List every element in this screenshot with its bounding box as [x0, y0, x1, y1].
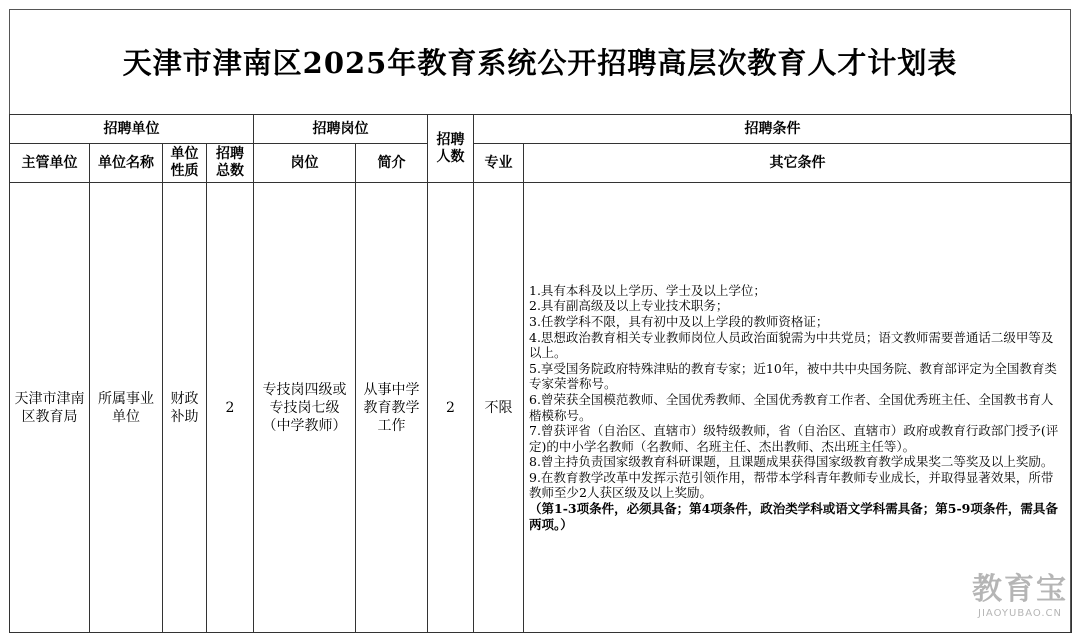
cell-supervisor: 天津市津南区教育局 [10, 183, 90, 633]
group-header-unit: 招聘单位 [10, 115, 254, 144]
condition-item: 7.曾获评省（自治区、直辖市）级特级教师，省（自治区、直辖市）政府或教育行政部门授予(评定)的中小学名教师（名教师、名班主任、杰出教师、杰出班主任等）。 [529, 423, 1059, 454]
cell-unit-nature: 财政补助 [163, 183, 207, 633]
cell-count: 2 [428, 183, 474, 633]
header-row-groups [10, 115, 1072, 144]
conditions-note: （第1-3项条件，必须具备；第4项条件，政治类学科或语文学科需具备；第5-9项条件，需具备两项。） [529, 501, 1058, 532]
cell-major: 不限 [474, 183, 524, 633]
header-total: 招聘总数 [207, 144, 254, 183]
watermark-logo [972, 564, 1068, 619]
condition-item: 5.享受国务院政府特殊津贴的教育专家；近10年，被中共中央国务院、教育部评定为全国教育类专家荣誉称号。 [529, 360, 1057, 392]
header-supervisor: 主管单位 [10, 144, 90, 183]
recruitment-plan-table [9, 114, 1072, 633]
header-unit-name: 单位名称 [90, 144, 163, 183]
cell-intro: 从事中学教育教学工作 [356, 183, 428, 633]
watermark-url: JIAOYUBAO.CN [978, 608, 1062, 619]
header-intro: 简介 [356, 144, 428, 183]
header-other-conditions: 其它条件 [524, 144, 1072, 183]
condition-item: 9.在教育教学改革中发挥示范引领作用，帮带本学科青年教师专业成长，并取得显著效果，所带教师至少2人获区级及以上奖励。 [529, 469, 1054, 501]
condition-item: 2.具有副高级及以上专业技术职务； [529, 298, 729, 314]
watermark-logo-text: 教育宝 [972, 572, 1068, 607]
header-post: 岗位 [254, 144, 356, 183]
header-unit-nature: 单位性质 [163, 144, 207, 183]
header-major: 专业 [474, 144, 524, 183]
header-count: 招聘人数 [428, 115, 474, 183]
group-header-conditions: 招聘条件 [474, 115, 1072, 144]
condition-item: 6.曾荣获全国模范教师、全国优秀教师、全国优秀教育工作者、全国优秀班主任、全国教书育人楷模称号。 [529, 391, 1054, 423]
condition-item: 3.任教学科不限，具有初中及以上学段的教师资格证； [529, 313, 829, 329]
condition-item: 1.具有本科及以上学历、学士及以上学位； [529, 282, 766, 298]
condition-item: 8.曾主持负责国家级教育科研课题，且课题成果获得国家级教育教学成果奖二等奖及以上奖励。 [529, 454, 1054, 470]
header-row-columns [10, 144, 1072, 183]
table-row [10, 183, 1072, 633]
condition-item: 4.思想政治教育相关专业教师岗位人员政治面貌需为中共党员；语文教师需要普通话二级甲等及以上。 [529, 329, 1054, 361]
cell-total: 2 [207, 183, 254, 633]
group-header-post: 招聘岗位 [254, 115, 428, 144]
cell-post: 专技岗四级或专技岗七级（中学教师） [254, 183, 356, 633]
page-title: 天津市津南区2025年教育系统公开招聘高层次教育人才计划表 [122, 46, 958, 80]
cell-unit-name: 所属事业单位 [90, 183, 163, 633]
